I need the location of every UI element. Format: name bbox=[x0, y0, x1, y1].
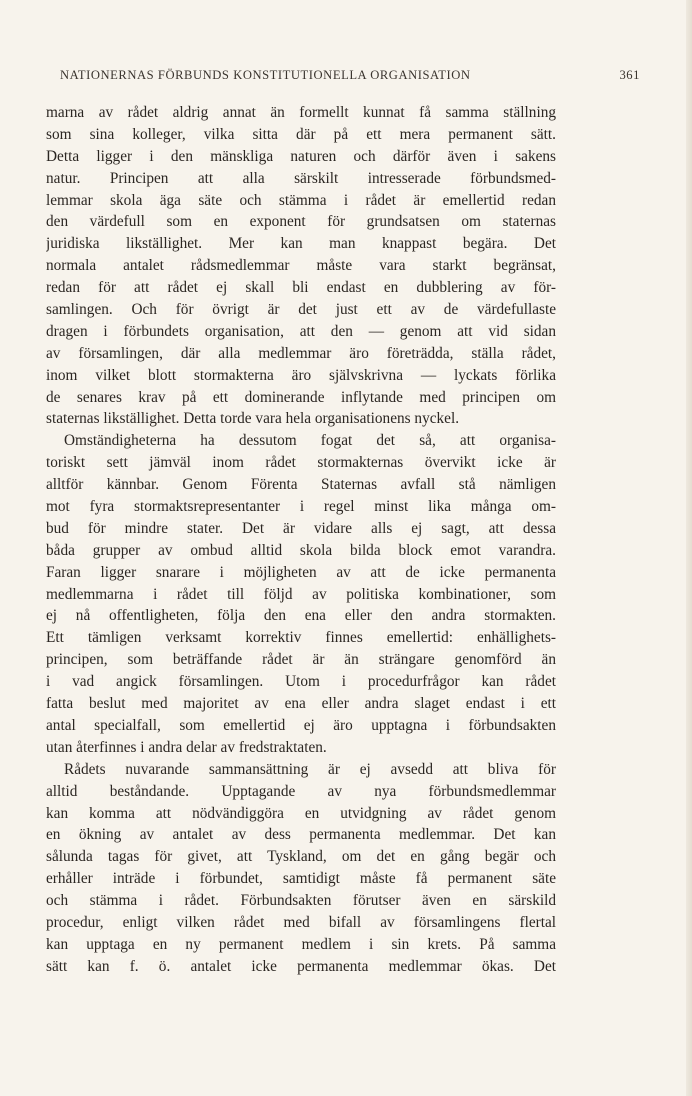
text-line: bud för mindre stater. Det är vidare alls ej sagt, att dessa bbox=[46, 519, 556, 537]
text-line: ej nå offentligheten, följa den ena eller den andra stormakten. bbox=[46, 607, 556, 625]
text-line: alltid beståndande. Upptagande av nya förbundsmedlemmar bbox=[46, 782, 556, 800]
text-line: Rådets nuvarande sammansättning är ej avsedd att bliva för bbox=[64, 760, 556, 778]
text-line: fatta beslut med majoritet av ena eller andra slaget endast i ett bbox=[46, 695, 556, 713]
text-line: sålunda tagas för givet, att Tyskland, om det en gång begär och bbox=[46, 848, 556, 866]
text-line: principen, som beträffande rådet är än strängare genomförd än bbox=[46, 651, 556, 669]
text-line: natur. Principen att alla särskilt intresserade förbundsmed- bbox=[46, 169, 556, 187]
text-line: normala antalet rådsmedlemmar måste vara starkt begränsat, bbox=[46, 257, 556, 275]
text-line: de senares krav på ett dominerande inflytande med principen om bbox=[46, 388, 556, 406]
running-head bbox=[60, 68, 640, 88]
text-line: utan återfinnes i andra delar av fredstraktaten. bbox=[46, 738, 327, 756]
text-line: en ökning av antalet av dess permanenta medlemmar. Det kan bbox=[46, 826, 556, 844]
text-line: båda grupper av ombud alltid skola bilda block emot varandra. bbox=[46, 541, 556, 559]
text-line: marna av rådet aldrig annat än formellt kunnat få samma ställning bbox=[46, 104, 556, 121]
text-line: lemmar skola äga säte och stämma i rådet är emellertid redan bbox=[46, 191, 556, 209]
text-line: i vad angick församlingen. Utom i procedurfrågor kan rådet bbox=[46, 673, 556, 691]
body-text bbox=[46, 102, 556, 978]
text-line: som sina kolleger, vilka sitta där på ett mera permanent sätt. bbox=[46, 125, 556, 143]
text-line: antal specialfall, som emellertid ej äro upptagna i förbundsakten bbox=[46, 716, 556, 734]
text-line: medlemmarna i rådet till följd av politiska kombinationer, som bbox=[46, 585, 556, 603]
text-line: kan upptaga en ny permanent medlem i sin krets. På samma bbox=[46, 935, 556, 953]
text-line: redan för att rådet ej skall bli endast en dubblering av för- bbox=[46, 279, 556, 297]
text-line: Omständigheterna ha dessutom fogat det så, att organisa- bbox=[64, 432, 556, 450]
text-line: av församlingen, där alla medlemmar äro företrädda, ställa rådet, bbox=[46, 344, 556, 362]
text-line: erhåller inträde i förbundet, samtidigt måste få permanent säte bbox=[46, 870, 556, 888]
text-line: inom vilket blott stormakterna äro självskrivna — lyckats förlika bbox=[46, 366, 556, 384]
text-line: Ett tämligen verksamt korrektiv finnes emellertid: enhällighets- bbox=[46, 629, 556, 647]
text-line: den värdefull som en exponent för grundsatsen om staternas bbox=[46, 213, 556, 231]
text-line: procedur, enligt vilken rådet med bifall av församlingens flertal bbox=[46, 913, 556, 931]
text-line: toriskt sett jämväl inom rådet stormakternas övervikt icke är bbox=[46, 454, 556, 472]
page-edge bbox=[686, 0, 692, 1096]
text-line: sätt kan f. ö. antalet icke permanenta medlemmar ökas. Det bbox=[46, 957, 556, 975]
text-line: Faran ligger snarare i möjligheten av att de icke permanenta bbox=[46, 563, 556, 581]
text-line: Detta ligger i den mänskliga naturen och därför även i sakens bbox=[46, 147, 556, 165]
page-number: 361 bbox=[619, 68, 640, 82]
running-head-title: NATIONERNAS FÖRBUNDS KONSTITUTIONELLA ORGANISATION bbox=[60, 68, 471, 82]
text-line: och stämma i rådet. Förbundsakten förutser även en särskild bbox=[46, 892, 556, 910]
text-line: staternas likställighet. Detta torde vara hela organisationens nyckel. bbox=[46, 410, 460, 428]
text-line: alltför kännbar. Genom Förenta Staternas avfall stå nämligen bbox=[46, 476, 556, 494]
text-line: juridiska likställighet. Mer kan man knappast begära. Det bbox=[46, 235, 556, 253]
text-line: dragen i förbundets organisation, att den — genom att vid sidan bbox=[46, 322, 556, 340]
text-line: samlingen. Och för övrigt är det just ett av de värdefullaste bbox=[46, 301, 556, 319]
text-line: mot fyra stormaktsrepresentanter i regel minst lika många om- bbox=[46, 498, 556, 516]
text-line: kan komma att nödvändiggöra en utvidgning av rådet genom bbox=[46, 804, 556, 822]
